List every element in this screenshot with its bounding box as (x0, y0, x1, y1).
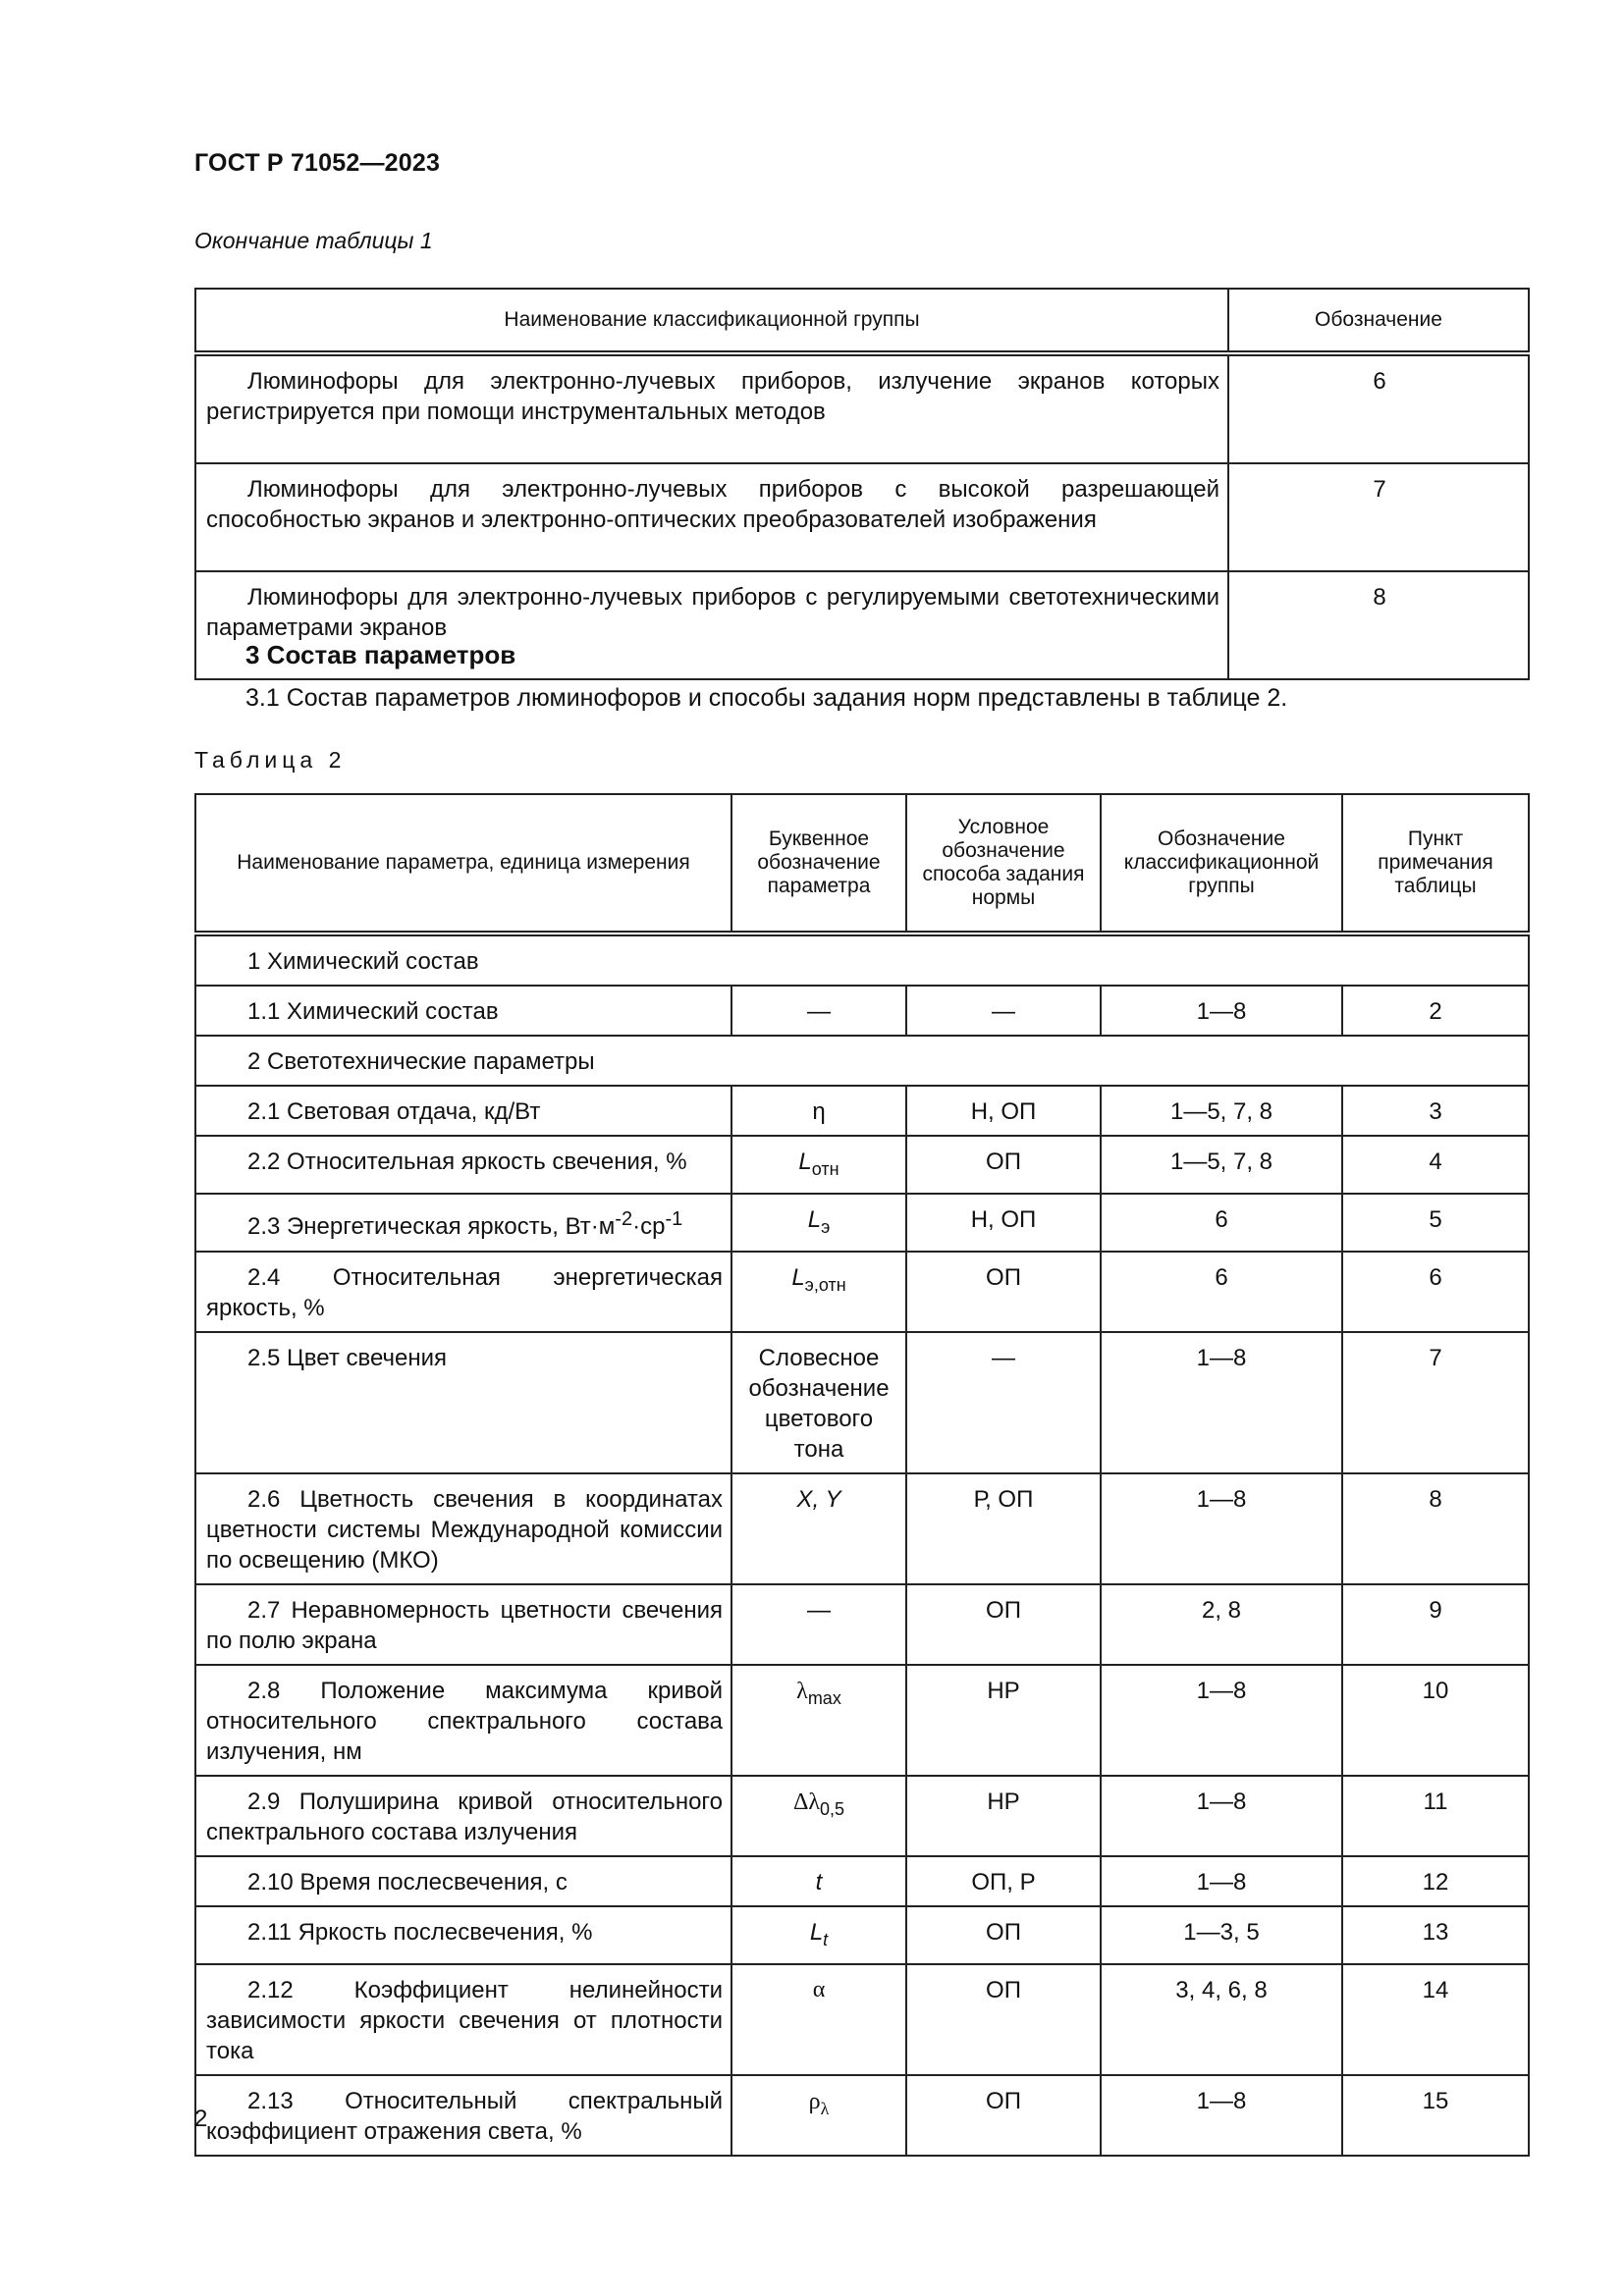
param-method-cell: ОП (906, 1906, 1101, 1964)
parameters-table (194, 793, 1530, 2157)
table-header-row (195, 794, 1529, 934)
param-method-cell: Р, ОП (906, 1473, 1101, 1584)
param-method-cell: ОП (906, 2075, 1101, 2156)
group-name-cell: Люминофоры для электронно-лучевых приборов с регулируемыми светотехническими параметрами экранов (195, 571, 1228, 679)
param-note-cell: 6 (1342, 1252, 1529, 1332)
param-group-cell: 1—8 (1101, 1665, 1342, 1776)
param-note-cell: 14 (1342, 1964, 1529, 2075)
param-method-cell: ОП (906, 1252, 1101, 1332)
param-symbol-cell: η (731, 1086, 906, 1136)
param-symbol-cell: — (731, 986, 906, 1036)
section-row (195, 934, 1529, 986)
param-name-cell: 1.1 Химический состав (195, 986, 731, 1036)
param-name-cell (195, 1194, 731, 1252)
symbol-subscript: э (821, 1217, 831, 1237)
param-group-cell: 1—8 (1101, 1332, 1342, 1473)
group-name-cell: Люминофоры для электронно-лучевых приборов с высокой разрешающей способностью экранов и электронно-оптических преобразователей изображения (195, 463, 1228, 571)
param-name-cell: 2.4 Относительная энергетическая яркость, % (195, 1252, 731, 1332)
section-heading-cell: 1 Химический состав (195, 934, 1529, 986)
table-row (195, 1776, 1529, 1856)
table-row (195, 1136, 1529, 1194)
column-header: Буквенное обозначение параметра (731, 794, 906, 934)
param-symbol-cell (731, 1665, 906, 1776)
param-method-cell: — (906, 986, 1101, 1036)
symbol-main: L (807, 1206, 822, 1233)
param-note-cell: 2 (1342, 986, 1529, 1036)
param-method-cell: ОП (906, 1964, 1101, 2075)
column-header: Условное обозначение способа задания нормы (906, 794, 1101, 934)
param-symbol-cell: α (731, 1964, 906, 2075)
section-paragraph: 3.1 Состав параметров люминофоров и способы задания норм представлены в таблице 2. (245, 684, 1288, 712)
param-name-cell: 2.6 Цветность свечения в координатах цветности системы Международной комиссии по освещению (МКО) (195, 1473, 731, 1584)
table-row (195, 463, 1529, 571)
param-method-cell: Н, ОП (906, 1194, 1101, 1252)
param-note-cell: 9 (1342, 1584, 1529, 1665)
symbol-main: λ (796, 1679, 808, 1704)
param-name-cell: 2.2 Относительная яркость свечения, % (195, 1136, 731, 1194)
symbol-subscript: λ (820, 2099, 830, 2118)
param-name-cell: 2.8 Положение максимума кривой относительного спектрального состава излучения, нм (195, 1665, 731, 1776)
table-row (195, 2075, 1529, 2156)
param-name-cell: 2.7 Неравномерность цветности свечения по полю экрана (195, 1584, 731, 1665)
param-symbol-cell (731, 1136, 906, 1194)
param-note-cell: 10 (1342, 1665, 1529, 1776)
page-number: 2 (194, 2106, 208, 2132)
param-name-cell: 2.5 Цвет свечения (195, 1332, 731, 1473)
param-name-cell: 2.13 Относительный спектральный коэффициент отражения света, % (195, 2075, 731, 2156)
column-header: Наименование классификационной группы (195, 289, 1228, 353)
param-note-cell: 12 (1342, 1856, 1529, 1906)
param-group-cell: 1—3, 5 (1101, 1906, 1342, 1964)
unit-exponent: -1 (665, 1208, 683, 1230)
param-name-cell: 2.9 Полуширина кривой относительного спектрального состава излучения (195, 1776, 731, 1856)
group-name-cell: Люминофоры для электронно-лучевых приборов, излучение экранов которых регистрируется при помощи инструментальных методов (195, 353, 1228, 463)
symbol-main: L (798, 1148, 812, 1175)
param-group-cell: 6 (1101, 1194, 1342, 1252)
param-group-cell: 1—8 (1101, 1776, 1342, 1856)
param-name-cell: 2.12 Коэффициент нелинейности зависимости яркости свечения от плотности тока (195, 1964, 731, 2075)
param-note-cell: 8 (1342, 1473, 1529, 1584)
table-row (195, 1252, 1529, 1332)
table-row (195, 353, 1529, 463)
param-name-text: ·ср (632, 1213, 666, 1240)
param-group-cell: 1—8 (1101, 1473, 1342, 1584)
table1-caption: Окончание таблицы 1 (194, 228, 433, 253)
param-symbol-cell (731, 1776, 906, 1856)
param-symbol-cell (731, 1252, 906, 1332)
classification-table (194, 288, 1530, 680)
param-note-cell: 13 (1342, 1906, 1529, 1964)
table-row (195, 1856, 1529, 1906)
table-row (195, 1332, 1529, 1473)
section-row (195, 1036, 1529, 1086)
param-group-cell: 2, 8 (1101, 1584, 1342, 1665)
param-symbol-cell (731, 2075, 906, 2156)
param-group-cell: 1—8 (1101, 986, 1342, 1036)
section-heading-cell: 2 Светотехнические параметры (195, 1036, 1529, 1086)
param-method-cell: НР (906, 1665, 1101, 1776)
param-name-cell: 2.10 Время послесвечения, с (195, 1856, 731, 1906)
param-method-cell: — (906, 1332, 1101, 1473)
param-group-cell: 1—8 (1101, 1856, 1342, 1906)
param-name-text: 2.3 Энергетическая яркость, Вт·м (247, 1213, 616, 1240)
table-row (195, 1964, 1529, 2075)
param-note-cell: 15 (1342, 2075, 1529, 2156)
symbol-subscript: отн (811, 1159, 839, 1179)
column-header: Наименование параметра, единица измерения (195, 794, 731, 934)
symbol-subscript: 0,5 (820, 1799, 845, 1819)
param-note-cell: 5 (1342, 1194, 1529, 1252)
section-title: 3 Состав параметров (245, 640, 516, 669)
column-header: Обозначение классификационной группы (1101, 794, 1342, 934)
param-method-cell: Н, ОП (906, 1086, 1101, 1136)
param-method-cell: ОП (906, 1136, 1101, 1194)
table-row (195, 1194, 1529, 1252)
column-header: Пункт примечания таблицы (1342, 794, 1529, 934)
param-group-cell: 1—5, 7, 8 (1101, 1086, 1342, 1136)
param-symbol-cell: — (731, 1584, 906, 1665)
param-group-cell: 3, 4, 6, 8 (1101, 1964, 1342, 2075)
param-note-cell: 7 (1342, 1332, 1529, 1473)
param-group-cell: 6 (1101, 1252, 1342, 1332)
document-number: ГОСТ Р 71052—2023 (194, 149, 441, 177)
symbol-main: Δλ (792, 1789, 821, 1815)
group-code-cell: 7 (1228, 463, 1529, 571)
unit-exponent: -2 (615, 1208, 633, 1230)
table-row (195, 1584, 1529, 1665)
param-name-cell: 2.1 Световая отдача, кд/Вт (195, 1086, 731, 1136)
param-symbol-cell (731, 1194, 906, 1252)
symbol-main: L (791, 1264, 805, 1291)
table-header-row (195, 289, 1529, 353)
param-method-cell: ОП, Р (906, 1856, 1101, 1906)
param-name-cell: 2.11 Яркость послесвечения, % (195, 1906, 731, 1964)
param-symbol-cell: Словесное обозначение цветового тона (731, 1332, 906, 1473)
param-method-cell: НР (906, 1776, 1101, 1856)
table-row (195, 986, 1529, 1036)
param-note-cell: 4 (1342, 1136, 1529, 1194)
table-row (195, 1086, 1529, 1136)
table-row (195, 1473, 1529, 1584)
param-group-cell: 1—8 (1101, 2075, 1342, 2156)
column-header: Обозначение (1228, 289, 1529, 353)
param-symbol-cell (731, 1906, 906, 1964)
symbol-subscript: э,отн (804, 1275, 846, 1295)
param-symbol-cell: X, Y (731, 1473, 906, 1584)
param-note-cell: 11 (1342, 1776, 1529, 1856)
table-row (195, 1665, 1529, 1776)
table-row (195, 1906, 1529, 1964)
param-note-cell: 3 (1342, 1086, 1529, 1136)
param-group-cell: 1—5, 7, 8 (1101, 1136, 1342, 1194)
table2-caption: Таблица 2 (194, 747, 347, 773)
group-code-cell: 6 (1228, 353, 1529, 463)
symbol-subscript: max (807, 1688, 841, 1708)
symbol-main: L (809, 1919, 824, 1946)
symbol-subscript: t (823, 1930, 829, 1949)
param-symbol-cell: t (731, 1856, 906, 1906)
group-code-cell: 8 (1228, 571, 1529, 679)
param-method-cell: ОП (906, 1584, 1101, 1665)
symbol-main: ρ (808, 2089, 821, 2114)
